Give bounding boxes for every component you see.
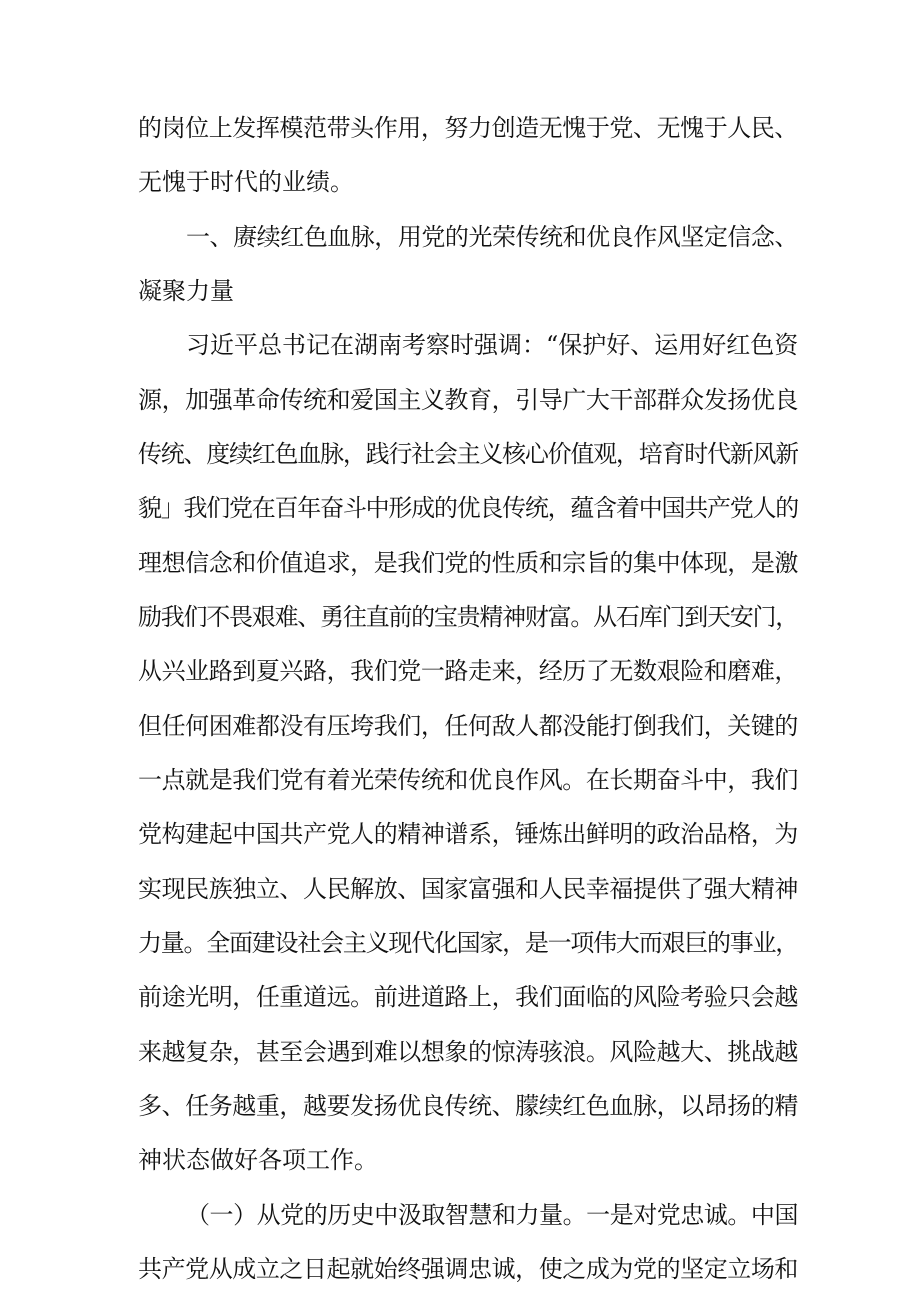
text-line: 的岗位上发挥模范带头作用，努力创造无愧于党、无愧于人民、 [138, 114, 798, 142]
text-line: 共产党从成立之日起就始终强调忠诚，使之成为党的坚定立场和 [138, 1255, 798, 1283]
text-line: 习近平总书记在湖南考察时强调：“保护好、运用好红色资 [186, 331, 798, 359]
text-line: 无愧于时代的业绩。 [138, 168, 354, 196]
text-line: 力量。全面建设社会主义现代化国家，是一项伟大而艰巨的事业， [138, 929, 798, 957]
text-line: 一点就是我们党有着光荣传统和优良作风。在长期奋斗中，我们 [138, 766, 798, 794]
text-line: 传统、度续红色血脉，践行社会主义核心价值观，培育时代新风新 [138, 440, 798, 468]
text-line: 从兴业路到夏兴路，我们党一路走来，经历了无数艰险和磨难， [138, 657, 798, 685]
text-line: 貌」我们党在百年奋斗中形成的优良传统，蕴含着中国共产党人的 [138, 494, 798, 522]
text-line: 源，加强革命传统和爱国主义教育，引导广大干部群众发扬优良 [138, 386, 798, 414]
section-heading: 一、赓续红色血脉，用党的光荣传统和优良作风坚定信念、 [186, 223, 798, 251]
text-line: 但任何困难都没有压垮我们，任何敌人都没能打倒我们，关键的 [138, 712, 798, 740]
text-line: 多、任务越重，越要发扬优良传统、朦续红色血脉，以昂扬的精 [138, 1092, 798, 1120]
section-heading: 凝聚力量 [138, 277, 234, 305]
text-line: 来越复杂，甚至会遇到难以想象的惊涛骇浪。风险越大、挑战越 [138, 1038, 798, 1066]
text-line: 理想信念和价值追求，是我们党的性质和宗旨的集中体现，是激 [138, 549, 798, 577]
text-line: 神状态做好各项工作。 [138, 1146, 378, 1174]
subsection-heading: （一）从党的历史中汲取智慧和力量。一是对党忠诚。中国 [186, 1201, 798, 1229]
text-line: 励我们不畏艰难、勇往直前的宝贵精神财富。从石库门到天安门， [138, 603, 798, 631]
text-line: 党构建起中国共产党人的精神谱系，锤炼出鲜明的政治品格，为 [138, 820, 798, 848]
text-line: 前途光明，任重道远。前进道路上，我们面临的风险考验只会越 [138, 983, 798, 1011]
text-line: 实现民族独立、人民解放、国家富强和人民幸福提供了强大精神 [138, 875, 798, 903]
